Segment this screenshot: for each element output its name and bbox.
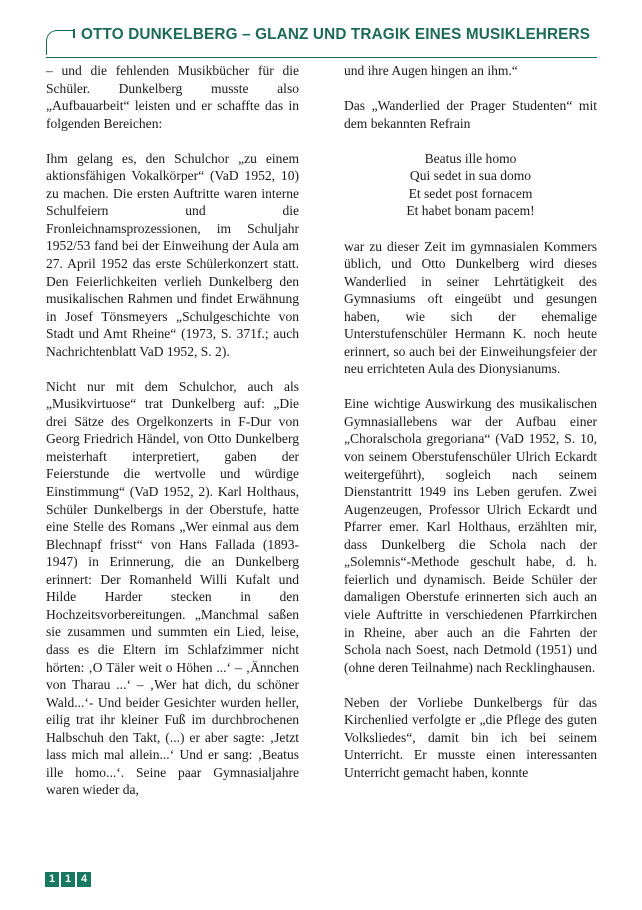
paragraph-spacer [344, 378, 597, 396]
column-right [344, 62, 597, 781]
paragraph-spacer [46, 132, 299, 150]
verse-line: Et sedet post fornacem [408, 185, 533, 201]
body-columns [46, 62, 597, 857]
paragraph-spacer [46, 360, 299, 378]
page-title: OTTO DUNKELBERG – GLANZ UND TRAGIK EINES MUSIKLEHRERS [81, 26, 591, 43]
verse-block [344, 150, 597, 220]
paragraph-spacer [344, 132, 597, 150]
paragraph-spacer [344, 676, 597, 694]
verse-line: Et habet bonam pacem! [406, 203, 535, 219]
corner-bracket-icon [46, 30, 73, 55]
page-number-folio [45, 872, 91, 887]
paragraph: Eine wichtige Auswirkung des musikalischen Gymnasiallebens war der Aufbau einer „Choralschola gregoriana“ (VaD 1952, S. 10, von seinem Oberstufenschüler Ulrich Eckardt weitergeführt), sogleich nach seinem Dienstantritt 1949 ins Leben gerufen. Zwei Augenzeugen, Professor Ulrich Eckardt und Pfarrer emer. Karl Holthaus, erzählten mir, dass Dunkelberg die Schola nach der „Solemnis“-Methode geschult habe, d. h. feierlich und dynamisch. Beide Schüler der damaligen Oberstufe erinnerten sich auch an viele Auftritte in verschiedenen Pfarrkirchen in Rheine, aber auch an die Fahrten der Schola nach Soest, nach Detmold (1951) und (ohne deren Teilnahme) nach Recklinghausen. [344, 396, 597, 675]
verse-line: Beatus ille homo [424, 150, 517, 166]
paragraph: Nicht nur mit dem Schulchor, auch als „Musikvirtuose“ trat Dunkelberg auf: „Die drei Sätze des Orgelkonzerts in F-Dur von Georg Friedrich Händel, von Otto Dunkelberg meisterhaft interpretiert, gaben der Feierstunde die wertvolle und würdige Einstimmung“ (VaD 1952, 2). Karl Holthaus, Schüler Dunkelbergs in der Oberstufe, hatte eine Stelle des Romans „Wer einmal aus dem Blechnapf frisst“ von Hans Fallada (1893-1947) in Erinnerung, die an Dunkelberg erinnert: Der Romanheld Willi Kufalt und Hilde Harder stecken in den Hochzeitsvorbereitungen. „Manchmal saßen sie zusammen und summten ein Lied, leise, dass es die Eltern im Schlafzimmer nicht hörten: ‚O Täler weit o Höhen ...‘ – ‚Ännchen von Tharau ...‘ – ‚Wer hat dich, du schöner Wald...‘- Und beider Gesichter wurden heller, eilig trat ihr kleiner Fuß im durchbrochenen Halbschuh den Takt, (...) er aber sagte: ‚Jetzt lass mich mal allein...‘ Und er sang: ‚Beatus ille homo...‘. Seine paar Gymnasialjahre waren wieder da, [46, 378, 299, 798]
column-left [46, 62, 299, 799]
folio-digit: 1 [61, 872, 75, 887]
paragraph: war zu dieser Zeit im gymnasialen Kommers üblich, und Otto Dunkelberg wird dieses Wanderlied in seiner Lehrtätigkeit des Gymnasiums oft eingeübt und gesungen haben, wie sich der ehemalige Unterstufenschüler Hermann K. noch heute erinnert, so auch bei der Einweihungsfeier der neu errichteten Aula des Dionysianums. [344, 238, 597, 377]
paragraph: Das „Wanderlied der Prager Studenten“ mit dem bekannten Refrain [344, 98, 597, 131]
folio-digit: 1 [45, 872, 59, 887]
verse-line: Qui sedet in sua domo [409, 168, 532, 184]
header-divider [46, 57, 597, 59]
running-header [46, 26, 597, 60]
paragraph-spacer [344, 220, 597, 238]
folio-digit: 4 [77, 872, 91, 887]
paragraph: – und die fehlenden Musikbücher für die Schüler. Dunkelberg musste also „Aufbauarbeit“ leisten und er schaffte das in folgenden Bereichen: [46, 63, 299, 131]
paragraph-spacer [344, 80, 597, 98]
paragraph: Ihm gelang es, den Schulchor „zu einem aktionsfähigen Vokalkörper“ (VaD 1952, 10) zu machen. Die ersten Auftritte waren interne Schulfeiern und die Fronleichnamsprozessionen, im Schuljahr 1952/53 fand bei der Einweihung der Aula am 27. April 1952 das erste Schülerkonzert statt. Den Feierlichkeiten verlieh Dunkelberg den musikalischen Rahmen und findet Erwähnung in Josef Tönsmeyers „Schulgeschichte von Stadt und Amt Rheine“ (1973, S. 371f.; auch Nachrichtenblatt VaD 1952, S. 2). [46, 150, 299, 359]
paragraph: und ihre Augen hingen an ihm.“ [344, 63, 518, 78]
paragraph: Neben der Vorliebe Dunkelbergs für das Kirchenlied verfolgte er „die Pflege des guten Volksliedes“, damit bin ich bei seinem Unterricht. Er musste einen interessanten Unterricht gemacht haben, konnte [344, 694, 597, 780]
